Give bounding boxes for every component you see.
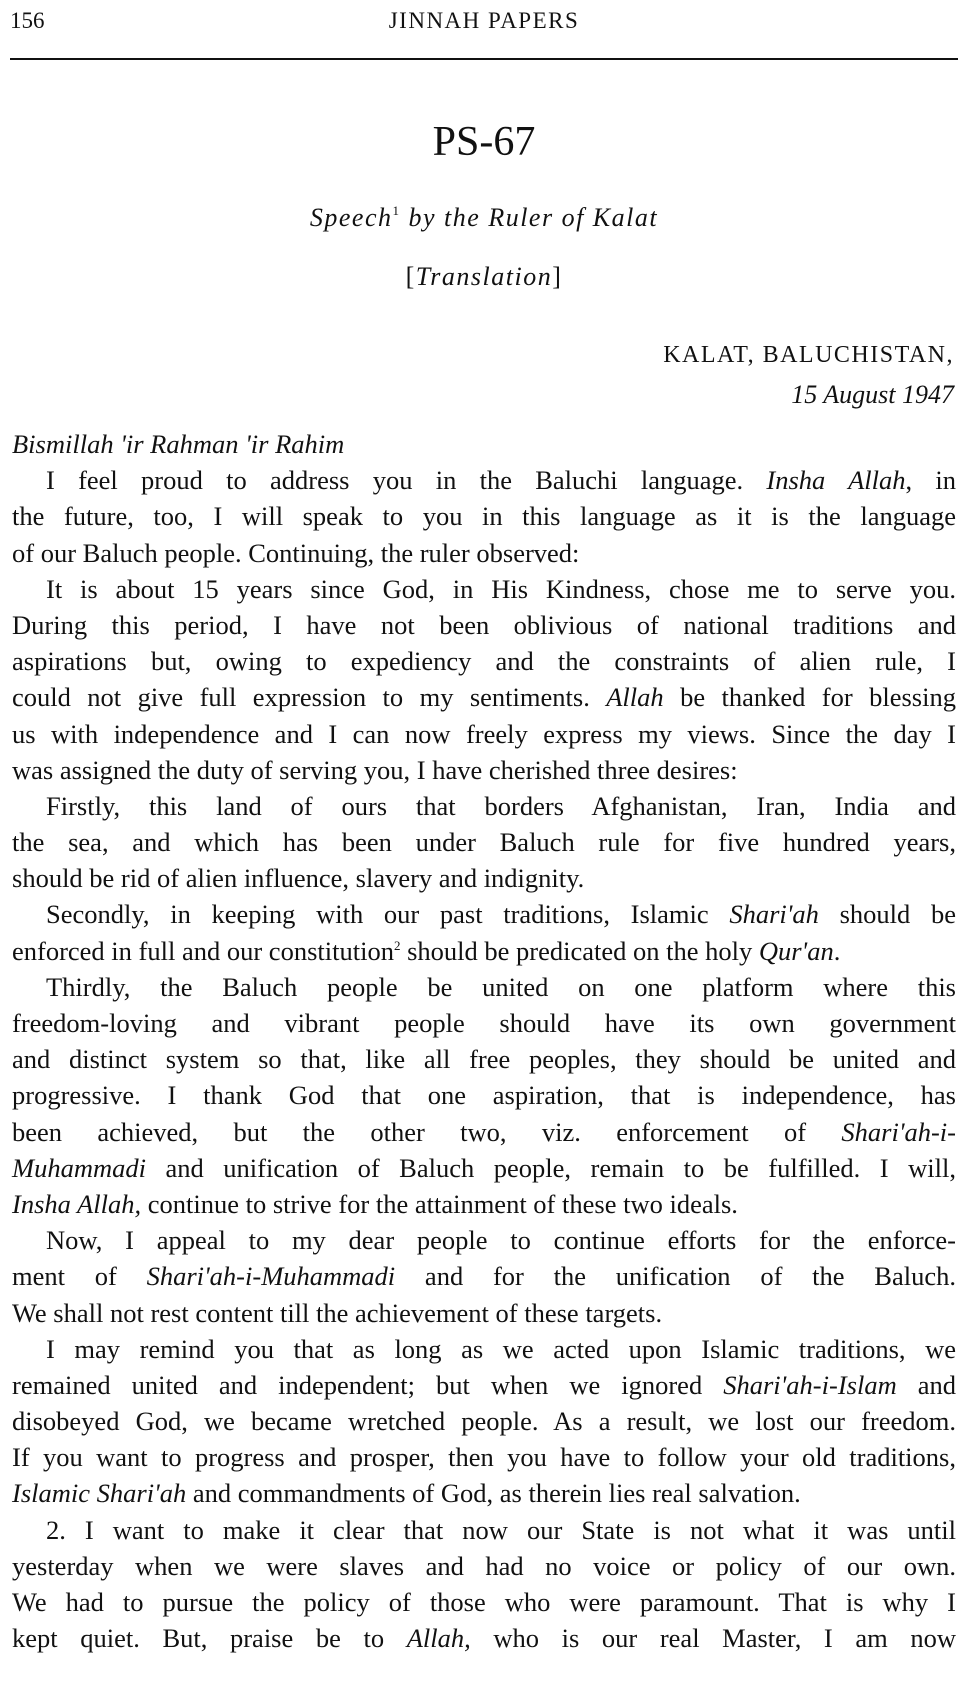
text-line: could not give full expression to my sentiments. Allah be thanked for blessing — [12, 682, 956, 713]
text-line: During this period, I have not been oblivious of national traditions and — [12, 609, 956, 640]
text-line: enforced in full and our constitution$^2$ should be predicated on the holy Qur'an. — [12, 935, 841, 966]
text-line: yesterday when we were slaves and had no voice or policy of our own. — [12, 1550, 956, 1581]
dateline-date: 15 August 1947 — [791, 380, 954, 409]
header-rule — [10, 58, 958, 60]
text-line: ment of Shari'ah-i-Muhammadi and for the unification of the Baluch. — [12, 1261, 956, 1292]
text-line: I may remind you that as long as we acted upon Islamic traditions, we — [46, 1333, 956, 1364]
text-line: of our Baluch people. Continuing, the ruler observed: — [12, 537, 580, 568]
speech-body — [12, 426, 956, 1656]
text-line: If you want to progress and prosper, then you have to follow your old traditions, — [12, 1442, 956, 1473]
text-line: We had to pursue the policy of those who were paramount. That is why I — [12, 1587, 956, 1617]
text-line: Islamic Shari'ah and commandments of God, as therein lies real salvation. — [12, 1478, 801, 1509]
text-line: 2. I want to make it clear that now our State is not what it was until — [46, 1514, 956, 1545]
text-line: Now, I appeal to my dear people to continue efforts for the enforce- — [46, 1225, 956, 1256]
text-line: us with independence and I can now freely express my views. Since the day I — [12, 718, 956, 749]
subtitle-text-rest: by the Ruler of Kalat — [400, 203, 659, 232]
footnote-ref-1: 1 — [392, 203, 401, 218]
text-line: I feel proud to address you in the Baluchi language. Insha Allah, in — [46, 465, 956, 496]
subtitle-text: Speech — [309, 203, 393, 232]
text-line: Insha Allah, continue to strive for the attainment of these two ideals. — [12, 1188, 738, 1219]
text-line: remained united and independent; but when we ignored Shari'ah-i-Islam and — [12, 1369, 956, 1400]
footnote-ref: 2 — [393, 937, 401, 953]
opening-invocation: Bismillah 'ir Rahman 'ir Rahim — [12, 429, 345, 459]
text-line: the sea, and which has been under Baluch rule for five hundred years, — [12, 827, 956, 858]
page-header — [0, 0, 968, 70]
text-line: was assigned the duty of serving you, I have cherished three desires: — [12, 754, 738, 785]
text-line: Thirdly, the Baluch people be united on one platform where this — [46, 971, 956, 1002]
text-line: kept quiet. But, praise be to Allah, who is our real Master, I am now — [12, 1623, 956, 1654]
text-line: the future, too, I will speak to you in this language as it is the language — [12, 501, 956, 532]
text-line: disobeyed God, we became wretched people. As a result, we lost our freedom. — [12, 1406, 956, 1437]
text-line: Muhammadi and unification of Baluch people, remain to be fulfilled. I will, — [12, 1152, 956, 1183]
text-line: should be rid of alien influence, slavery and indignity. — [12, 863, 585, 894]
translation-label: Translation — [415, 262, 553, 291]
page-number: 156 — [10, 8, 45, 33]
text-line: been achieved, but the other two, viz. enforcement of Shari'ah-i- — [12, 1116, 956, 1147]
text-line: It is about 15 years since God, in His Kindness, chose me to serve you. — [46, 573, 956, 604]
text-line: We shall not rest content till the achievement of these targets. — [12, 1297, 663, 1328]
document-number: PS-67 — [432, 119, 536, 165]
dateline-place: KALAT, BALUCHISTAN, — [663, 342, 954, 368]
text-line: aspirations but, owing to expediency and the constraints of alien rule, I — [12, 646, 956, 677]
text-line: progressive. I thank God that one aspiration, that is independence, has — [12, 1080, 956, 1111]
text-line: and distinct system so that, like all free peoples, they should be united and — [12, 1044, 956, 1075]
text-line: freedom-loving and vibrant people should have its own government — [12, 1008, 956, 1038]
text-line: Firstly, this land of ours that borders Afghanistan, Iran, India and — [46, 790, 956, 821]
running-title: JINNAH PAPERS — [388, 8, 580, 33]
text-line: Secondly, in keeping with our past traditions, Islamic Shari'ah should be — [46, 899, 956, 930]
translation-note: [Translation] — [405, 262, 563, 291]
document-subtitle — [0, 203, 968, 233]
